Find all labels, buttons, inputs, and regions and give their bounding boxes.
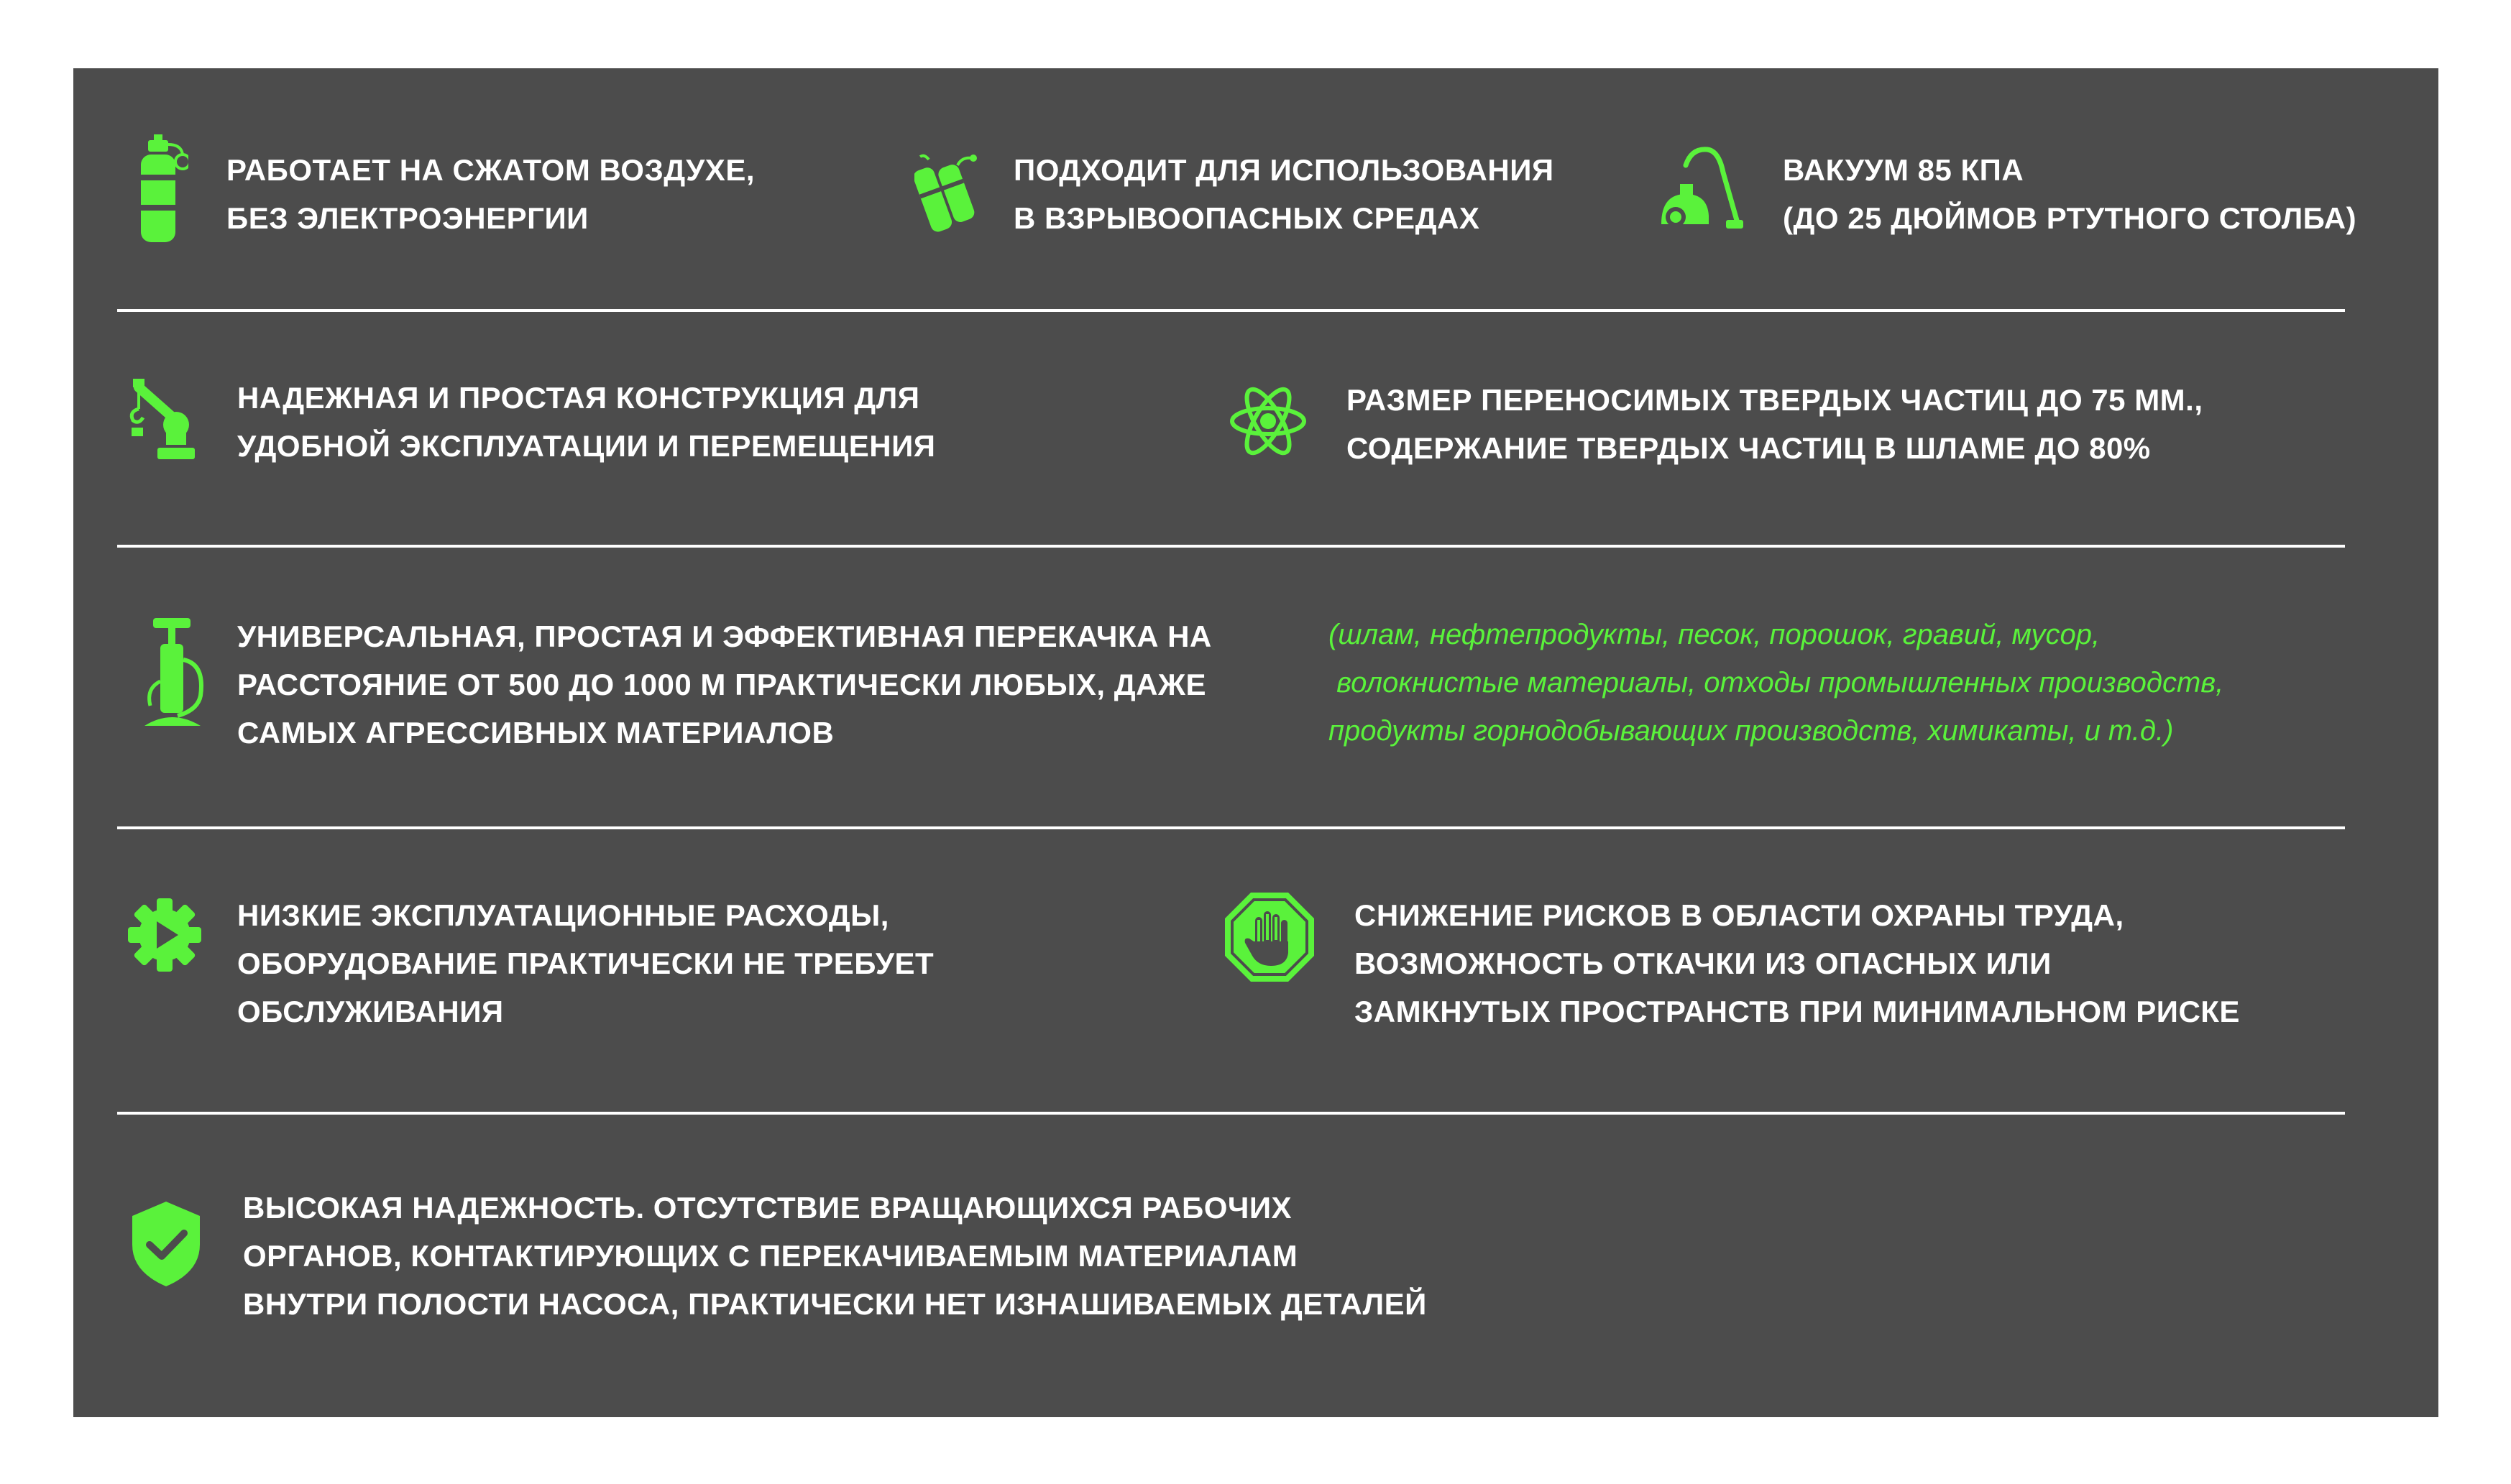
feature-line: БЕЗ ЭЛЕКТРОЭНЕРГИИ	[226, 201, 589, 235]
materials-note	[1328, 611, 2223, 755]
feature-line: РАССТОЯНИЕ ОТ 500 ДО 1000 М ПРАКТИЧЕСКИ ЛЮБЫХ, ДАЖЕ	[237, 668, 1206, 701]
dynamite-icon	[914, 151, 978, 237]
feature-vacuum	[1783, 146, 2356, 242]
feature-line: РАБОТАЕТ НА СЖАТОМ ВОЗДУХЕ,	[226, 153, 756, 187]
feature-line: САМЫХ АГРЕССИВНЫХ МАТЕРИАЛОВ	[237, 716, 835, 750]
materials-note-line: (шлам, нефтепродукты, песок, порошок, гравий, мусор,	[1328, 619, 2101, 650]
feature-line: ВЫСОКАЯ НАДЕЖНОСТЬ. ОТСУТСТВИЕ ВРАЩАЮЩИХСЯ РАБОЧИХ	[243, 1191, 1293, 1225]
feature-line: ПОДХОДИТ ДЛЯ ИСПОЛЬЗОВАНИЯ	[1014, 153, 1554, 187]
gear-play-icon	[128, 898, 201, 972]
feature-compressed-air	[226, 146, 755, 242]
feature-safety-risks	[1354, 891, 2240, 1036]
divider	[117, 826, 2345, 829]
feature-particle-size	[1346, 376, 2203, 472]
feature-line: СНИЖЕНИЕ РИСКОВ В ОБЛАСТИ ОХРАНЫ ТРУДА,	[1354, 898, 2124, 932]
feature-line: В ВЗРЫВООПАСНЫХ СРЕДАХ	[1014, 201, 1480, 235]
feature-line: УДОБНОЙ ЭКСПЛУАТАЦИИ И ПЕРЕМЕЩЕНИЯ	[237, 429, 936, 463]
vacuum-cleaner-icon	[1657, 144, 1743, 234]
feature-line: НАДЕЖНАЯ И ПРОСТАЯ КОНСТРУКЦИЯ ДЛЯ	[237, 381, 920, 415]
divider	[117, 1112, 2345, 1115]
shield-check-icon	[129, 1200, 203, 1288]
divider	[117, 309, 2345, 312]
stop-hand-icon	[1224, 891, 1316, 983]
feature-explosive-environments	[1014, 146, 1554, 242]
feature-line: СОДЕРЖАНИЕ ТВЕРДЫХ ЧАСТИЦ В ШЛАМЕ ДО 80%	[1346, 431, 2151, 465]
feature-line: ОБСЛУЖИВАНИЯ	[237, 995, 504, 1028]
feature-high-reliability	[243, 1184, 1427, 1328]
feature-line: ОБОРУДОВАНИЕ ПРАКТИЧЕСКИ НЕ ТРЕБУЕТ	[237, 946, 935, 980]
feature-low-costs	[237, 891, 934, 1036]
feature-line: ВНУТРИ ПОЛОСТИ НАСОСА, ПРАКТИЧЕСКИ НЕТ ИЗНАШИВАЕМЫХ ДЕТАЛЕЙ	[243, 1287, 1427, 1321]
materials-note-line: продукты горнодобывающих производств, химикаты, и т.д.)	[1328, 715, 2174, 747]
feature-line: (ДО 25 ДЮЙМОВ РТУТНОГО СТОЛБА)	[1783, 201, 2357, 235]
divider	[117, 545, 2345, 548]
atom-icon	[1229, 381, 1307, 461]
feature-line: ОРГАНОВ, КОНТАКТИРУЮЩИХ С ПЕРЕКАЧИВАЕМЫМ МАТЕРИАЛАМ	[243, 1239, 1298, 1273]
air-pump-icon	[140, 617, 208, 732]
feature-line: УНИВЕРСАЛЬНАЯ, ПРОСТАЯ И ЭФФЕКТИВНАЯ ПЕРЕКАЧКА НА	[237, 619, 1212, 653]
crane-icon	[126, 377, 201, 460]
feature-line: ЗАМКНУТЫХ ПРОСТРАНСТВ ПРИ МИНИМАЛЬНОМ РИСКЕ	[1354, 995, 2240, 1028]
feature-simple-construction	[237, 374, 935, 470]
feature-line: ВОЗМОЖНОСТЬ ОТКАЧКИ ИЗ ОПАСНЫХ ИЛИ	[1354, 946, 2052, 980]
gas-cylinder-icon	[131, 133, 188, 244]
feature-universal-pumping	[237, 612, 1212, 757]
materials-note-line: волокнистые материалы, отходы промышленных производств,	[1328, 667, 2224, 699]
feature-line: РАЗМЕР ПЕРЕНОСИМЫХ ТВЕРДЫХ ЧАСТИЦ ДО 75 ММ.,	[1346, 383, 2203, 417]
feature-line: НИЗКИЕ ЭКСПЛУАТАЦИОННЫЕ РАСХОДЫ,	[237, 898, 889, 932]
feature-line: ВАКУУМ 85 КПА	[1783, 153, 2024, 187]
